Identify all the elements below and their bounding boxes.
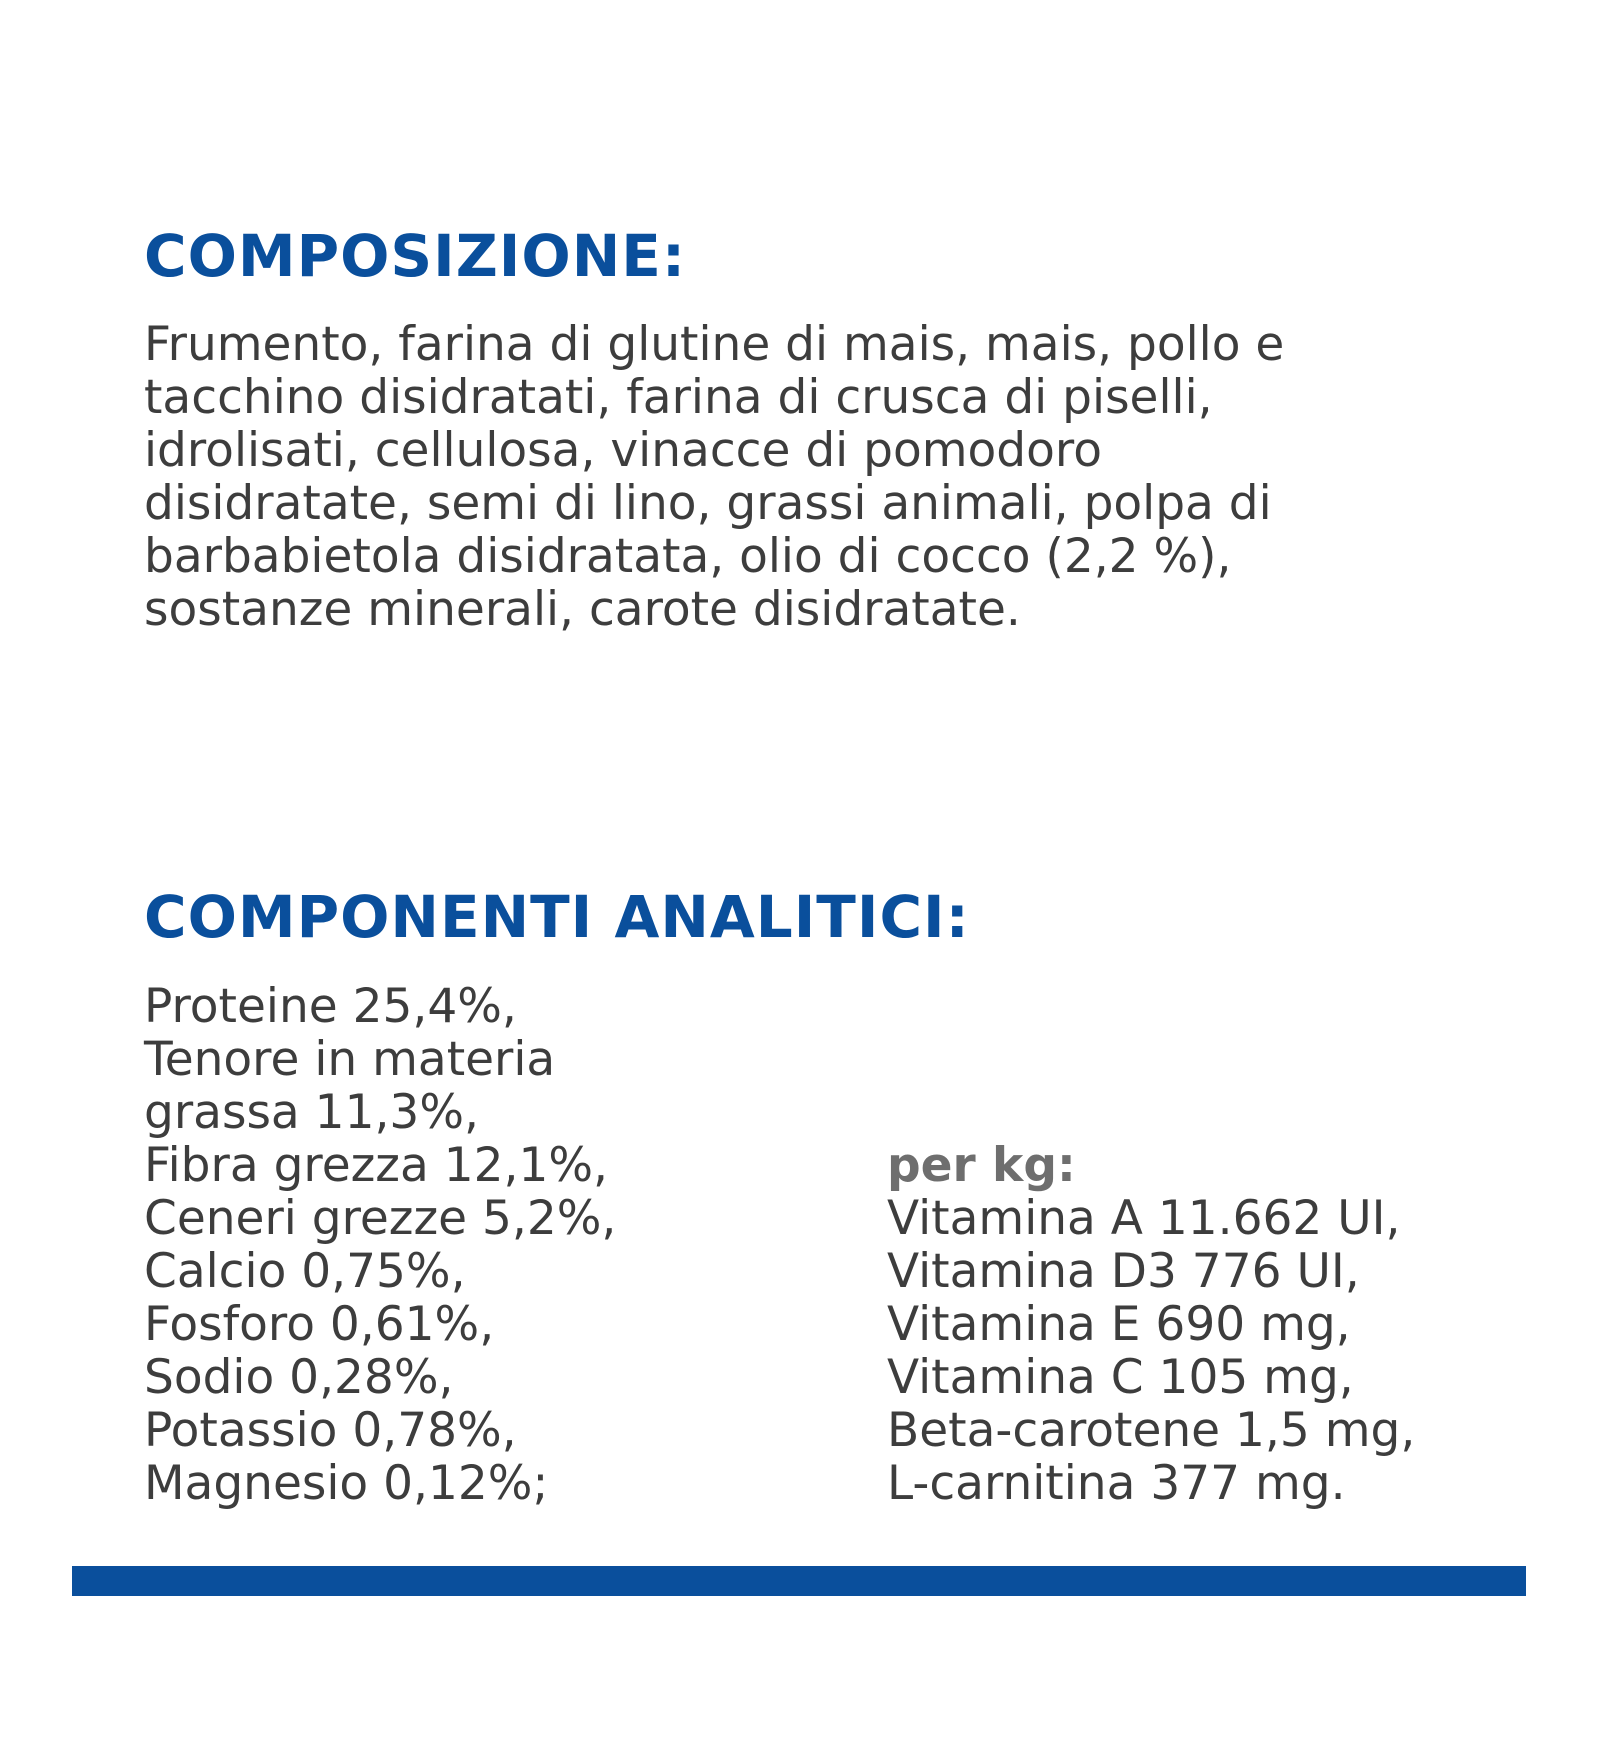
- analytic-line: Fosforo 0,61%,: [144, 1297, 495, 1352]
- analytic-line: Magnesio 0,12%;: [144, 1456, 549, 1511]
- analytical-components-heading: COMPONENTI ANALITICI:: [144, 883, 970, 951]
- analytic-line: Calcio 0,75%,: [144, 1244, 466, 1299]
- vitamin-line: Vitamina A 11.662 UI,: [887, 1191, 1401, 1246]
- analytic-line: grassa 11,3%,: [144, 1085, 479, 1140]
- vitamin-line: Vitamina D3 776 UI,: [887, 1244, 1360, 1299]
- composition-text: Frumento, farina di glutine di mais, mais, pollo e tacchino disidratati, farina di crusca di piselli, idrolisati, cellulosa, vinacce di pomodoro disidratate, semi di lino, grassi animali, polpa di barbabietola disidratata, olio di cocco (2,2 %), sostanze minerali, carote disidratate.: [144, 317, 1285, 637]
- composition-heading: COMPOSIZIONE:: [144, 222, 687, 290]
- vitamin-line: L-carnitina 377 mg.: [887, 1456, 1346, 1511]
- analytic-line: Proteine 25,4%,: [144, 979, 517, 1034]
- analytical-components-list: [144, 980, 616, 1510]
- bottom-divider-bar: [72, 1566, 1526, 1596]
- per-kg-label: per kg:: [887, 1138, 1076, 1193]
- analytic-line: Tenore in materia: [144, 1032, 556, 1087]
- analytic-line: Ceneri grezze 5,2%,: [144, 1191, 617, 1246]
- vitamin-line: Vitamina E 690 mg,: [887, 1297, 1351, 1352]
- analytic-line: Potassio 0,78%,: [144, 1403, 517, 1458]
- analytic-line: Fibra grezza 12,1%,: [144, 1138, 608, 1193]
- vitamin-line: Beta-carotene 1,5 mg,: [887, 1403, 1416, 1458]
- analytic-line: Sodio 0,28%,: [144, 1350, 454, 1405]
- per-kg-list: [887, 1139, 1415, 1510]
- vitamin-line: Vitamina C 105 mg,: [887, 1350, 1354, 1405]
